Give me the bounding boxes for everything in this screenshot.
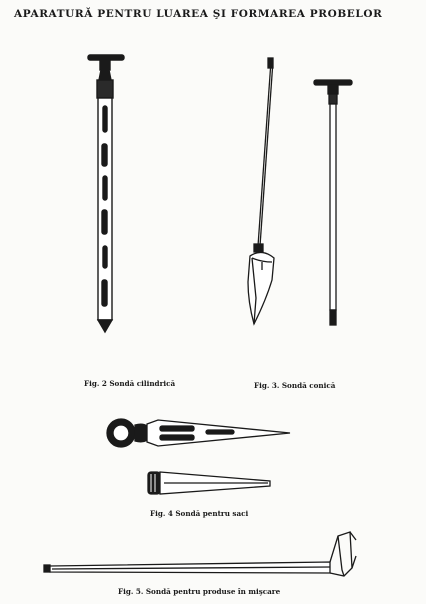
cylindrical-probe-drawing <box>88 55 124 332</box>
figure-2-caption: Fig. 2 Sondă cilindrică <box>84 379 176 388</box>
page-heading: APARATURĂ PENTRU LUAREA ŞI FORMAREA PROBELOR <box>14 8 383 20</box>
bag-probe-ball-handle-drawing <box>107 419 290 447</box>
bag-probe-cone-drawing <box>148 472 270 494</box>
figure-3-caption: Fig. 3. Sondă conică <box>254 381 336 390</box>
figure-4-caption: Fig. 4 Sondă pentru saci <box>150 509 249 518</box>
figure-5-caption: Fig. 5. Sondă pentru produse în mişcare <box>118 587 281 596</box>
moving-products-probe-drawing <box>44 532 356 576</box>
conical-probe-drawing <box>314 80 352 325</box>
spear-probe-drawing <box>248 58 274 324</box>
